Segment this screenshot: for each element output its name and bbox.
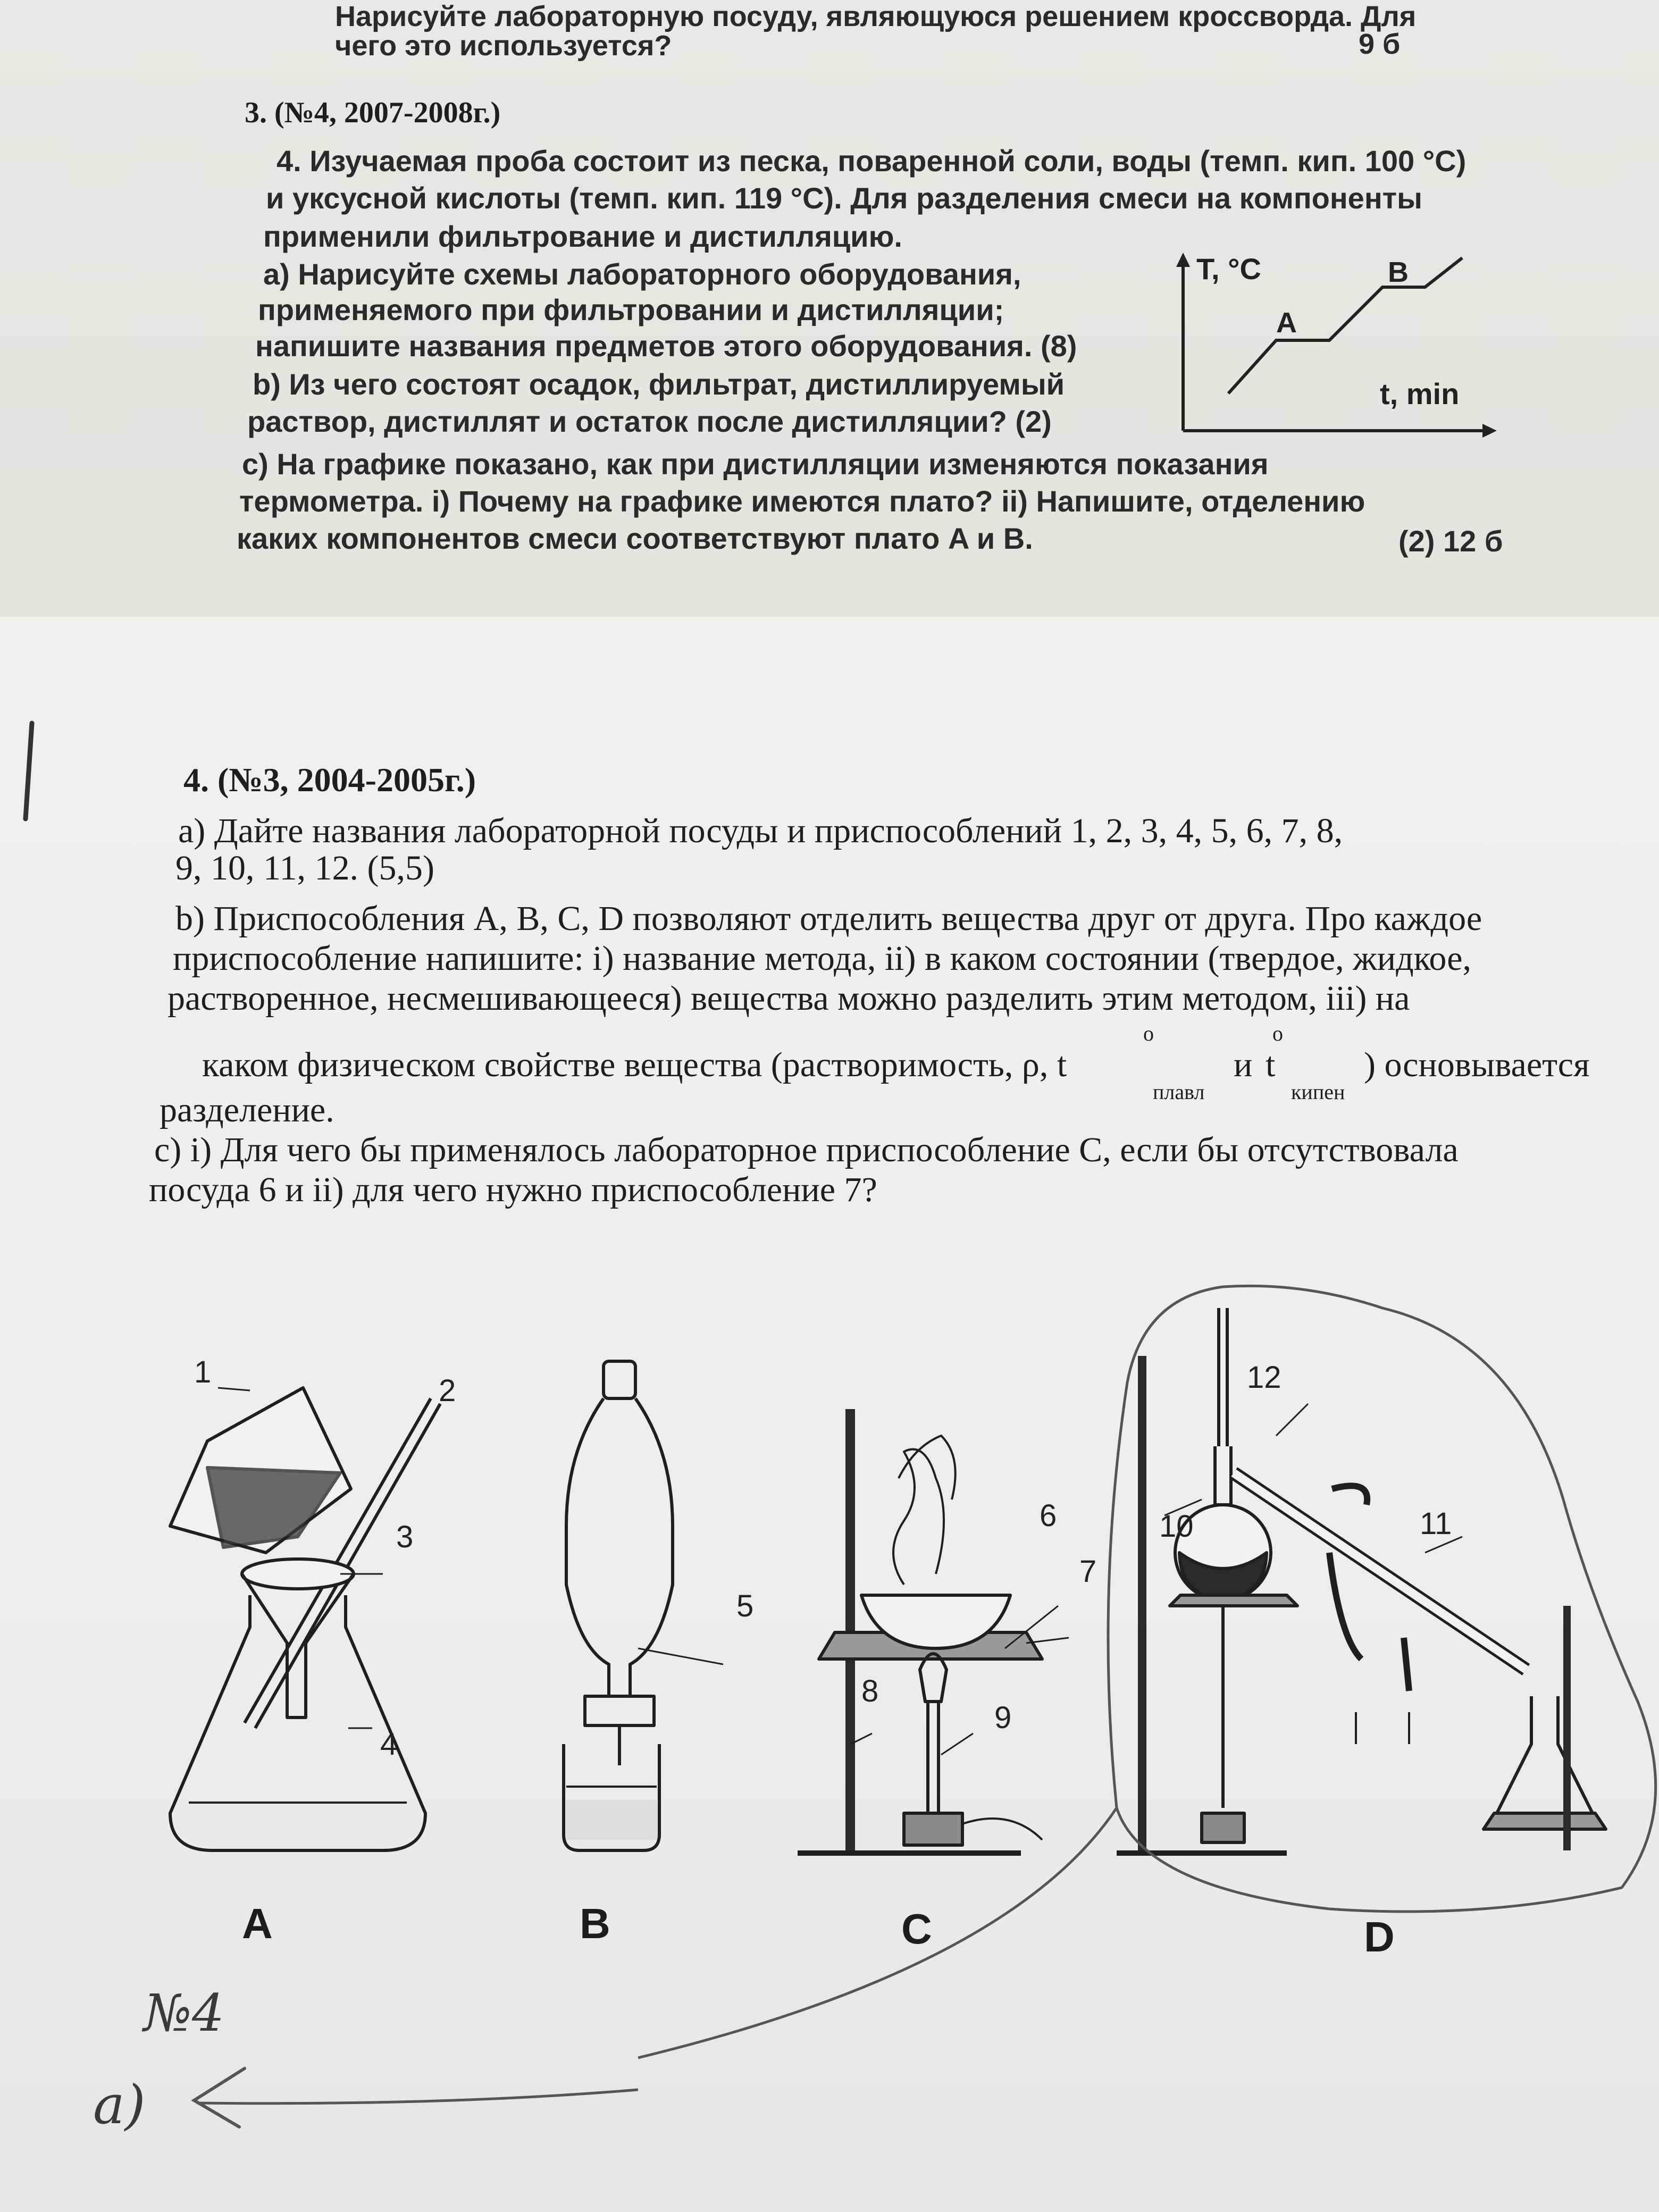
task3-line-7: b) Из чего состоят осадок, фильтрат, дистиллируемый bbox=[253, 367, 1065, 401]
task4-line-c2: посуда 6 и ii) для чего нужно приспособление 7? bbox=[149, 1170, 877, 1209]
binder-mark bbox=[11, 718, 43, 824]
task3-line-4: a) Нарисуйте схемы лабораторного оборудования, bbox=[263, 257, 1021, 291]
task4-line-b5: разделение. bbox=[160, 1091, 334, 1129]
t-boil: t bbox=[1266, 1045, 1276, 1084]
degree-mark-1: o bbox=[1143, 1021, 1154, 1045]
label-3: 3 bbox=[396, 1520, 414, 1554]
task3-line-8: раствор, дистиллят и остаток после дистилляции? (2) bbox=[247, 405, 1052, 438]
apparatus-a-filtration bbox=[170, 1388, 440, 1850]
label-1: 1 bbox=[194, 1355, 212, 1389]
label-11: 11 bbox=[1420, 1506, 1452, 1541]
task3-line-11: каких компонентов смеси соответствуют плато A и B. bbox=[237, 522, 1033, 555]
label-4: 4 bbox=[380, 1727, 398, 1762]
apparatus-figures bbox=[0, 1276, 1659, 1967]
task4-line-b2: приспособление напишите: i) название метода, ii) в каком состоянии (твердое, жидкое, bbox=[173, 939, 1471, 978]
task3-line-1: 4. Изучаемая проба состоит из песка, поваренной соли, воды (темп. кип. 100 °C) bbox=[276, 144, 1467, 178]
task3-line-3: применили фильтрование и дистилляцию. bbox=[263, 220, 902, 253]
intro-line-1: Нарисуйте лабораторную посуду, являющуюся решением кроссворда. Для bbox=[335, 1, 1417, 32]
apparatus-b-separatory-funnel bbox=[564, 1361, 723, 1850]
graph-x-label: t, min bbox=[1380, 377, 1460, 410]
task3-line-2: и уксусной кислоты (темп. кип. 119 °C). Для разделения смеси на компоненты bbox=[266, 181, 1422, 215]
task3-line-6: напишите названия предметов этого оборудования. (8) bbox=[255, 329, 1077, 363]
label-5: 5 bbox=[736, 1589, 754, 1623]
task3-header: 3. (№4, 2007-2008г.) bbox=[245, 96, 501, 129]
task3-points: (2) 12 б bbox=[1398, 524, 1503, 558]
subscript-boil: кипен bbox=[1291, 1080, 1345, 1104]
caption-b: B bbox=[580, 1900, 610, 1947]
label-7: 7 bbox=[1079, 1554, 1097, 1589]
task3-line-9: c) На графике показано, как при дистилляции изменяются показания bbox=[242, 447, 1269, 481]
task3-line-5: применяемого при фильтровании и дистилляции; bbox=[258, 293, 1004, 326]
subscript-melt: плавл bbox=[1153, 1080, 1205, 1104]
caption-d: D bbox=[1364, 1913, 1395, 1960]
word-and: и bbox=[1234, 1045, 1253, 1084]
task4-line-a2: 9, 10, 11, 12. (5,5) bbox=[175, 849, 435, 887]
graph-y-label: T, °C bbox=[1196, 252, 1261, 286]
handwritten-arrow bbox=[181, 2058, 659, 2132]
task4-line-b1: b) Приспособления A, B, C, D позволяют отделить вещества друг от друга. Про каждое bbox=[175, 899, 1482, 938]
apparatus-d-distillation bbox=[1117, 1308, 1606, 1853]
caption-a: A bbox=[242, 1900, 273, 1947]
task4-header: 4. (№3, 2004-2005г.) bbox=[183, 761, 476, 799]
degree-mark-2: o bbox=[1272, 1021, 1283, 1045]
task4-line-a1: a) Дайте названия лабораторной посуды и приспособлений 1, 2, 3, 4, 5, 6, 7, 8, bbox=[178, 811, 1343, 850]
task4-line-b4-start: каком физическом свойстве вещества (растворимость, ρ, t bbox=[202, 1045, 1067, 1084]
task4-line-c1: c) i) Для чего бы применялось лабораторное приспособление C, если бы отсутствовала bbox=[154, 1130, 1459, 1169]
label-12: 12 bbox=[1247, 1360, 1281, 1395]
task4-line-b3: растворенное, несмешивающееся) вещества можно разделить этим методом, iii) на bbox=[167, 979, 1410, 1018]
label-2: 2 bbox=[439, 1373, 456, 1408]
graph-y-arrow bbox=[1176, 253, 1190, 267]
label-10: 10 bbox=[1159, 1509, 1194, 1544]
graph-curve bbox=[1228, 258, 1462, 393]
distillation-graph bbox=[1170, 250, 1499, 441]
handwritten-item: a) bbox=[93, 2074, 146, 2136]
graph-x-arrow bbox=[1482, 424, 1497, 438]
apparatus-c-evaporation bbox=[798, 1409, 1069, 1853]
label-6: 6 bbox=[1040, 1498, 1057, 1533]
intro-points: 9 б bbox=[1359, 28, 1401, 60]
graph-label-b: B bbox=[1388, 256, 1409, 288]
task4-line-b4-end: ) основывается bbox=[1364, 1045, 1590, 1084]
intro-line-2: чего это используется? bbox=[335, 30, 672, 62]
handwritten-number: №4 bbox=[144, 1983, 224, 2043]
caption-c: C bbox=[901, 1905, 932, 1953]
label-8: 8 bbox=[861, 1674, 879, 1708]
label-9: 9 bbox=[994, 1700, 1012, 1735]
graph-label-a: A bbox=[1276, 307, 1297, 339]
task3-line-10: термометра. i) Почему на графике имеются плато? ii) Напишите, отделению bbox=[239, 484, 1365, 518]
